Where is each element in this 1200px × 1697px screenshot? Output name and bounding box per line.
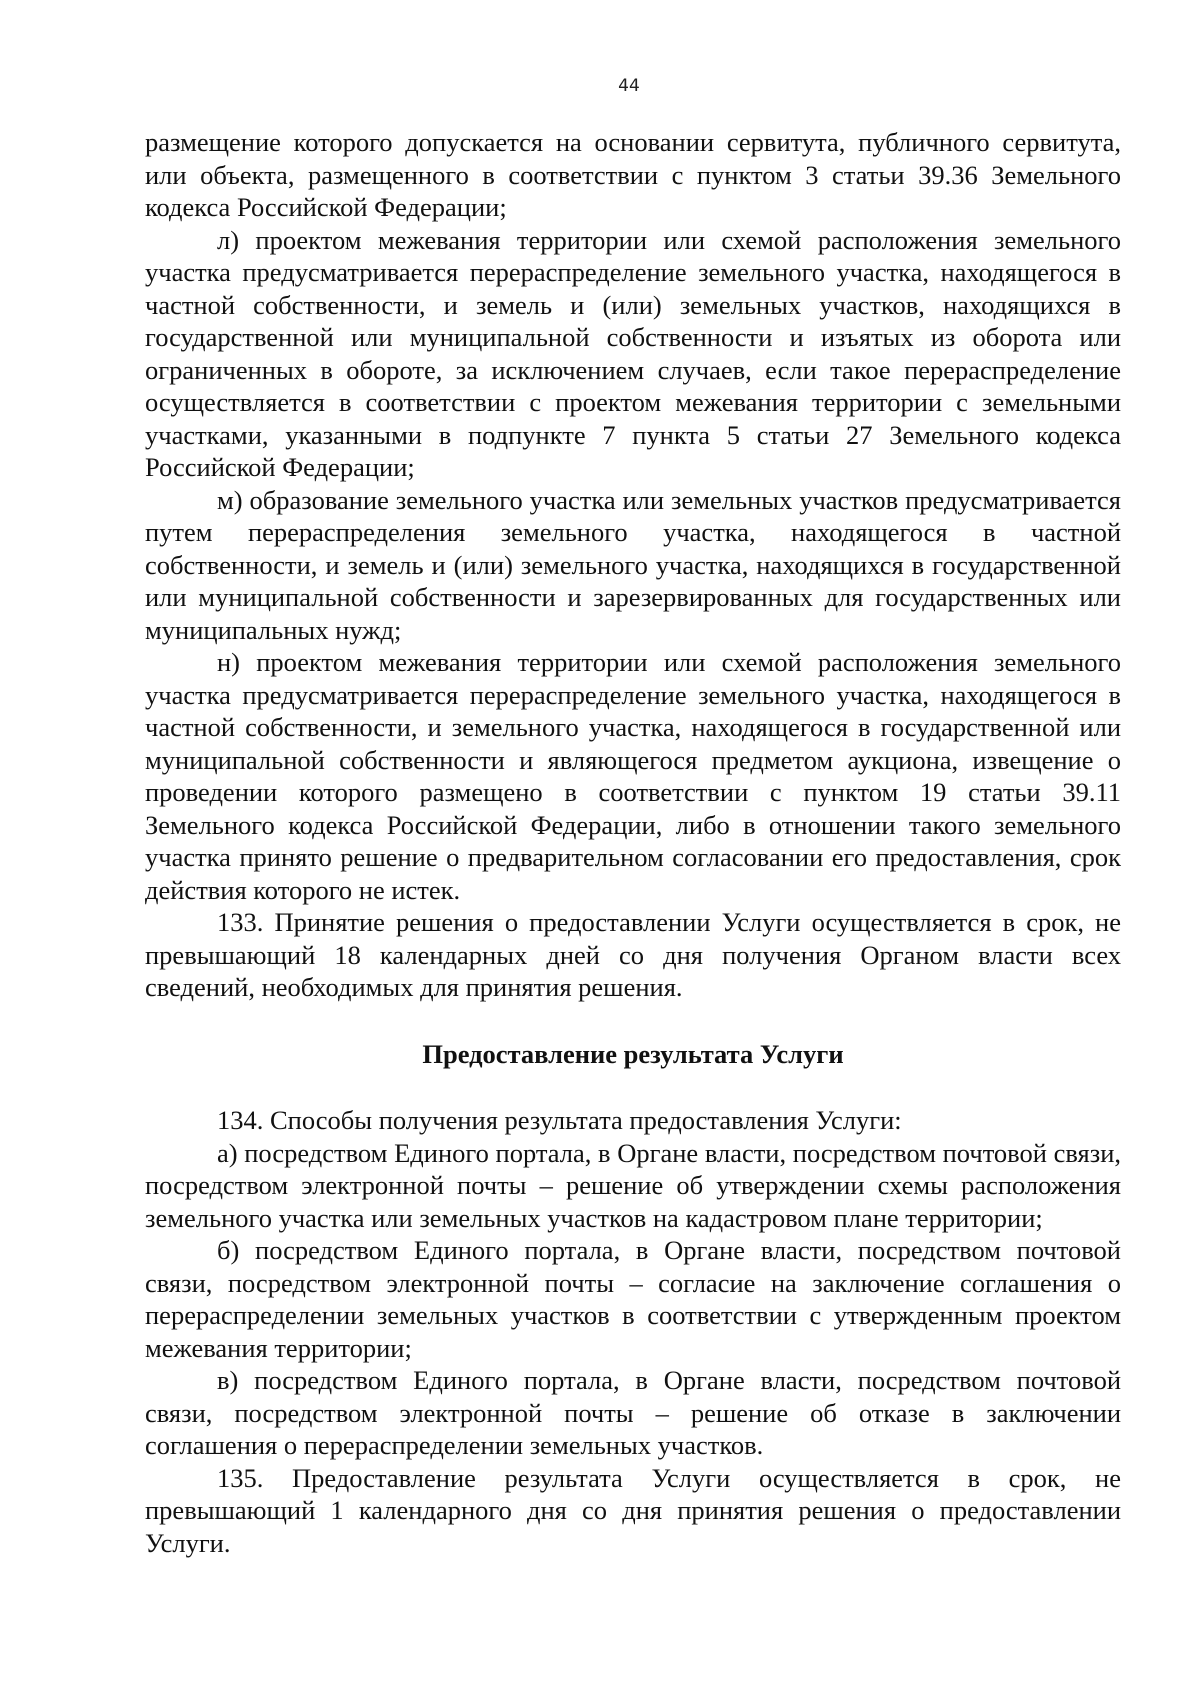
- paragraph-item-m: м) образование земельного участка или земельных участков предусматривается путем перераспределения земельного участка, находящегося в частной собственности, и земель и (или) земельного участка, находящихся в государственной или муниципальной собственности и зарезервированных для государственных или муниципальных нужд;: [145, 484, 1121, 645]
- paragraph-134: 134. Способы получения результата предоставления Услуги:: [217, 1105, 902, 1135]
- paragraph-item-l: л) проектом межевания территории или схемой расположения земельного участка предусматривается перераспределение земельного участка, находящегося в частной собственности, и земель и (или) земельных участков, находящихся в государственной или муниципальной собственности и изъятых из оборота или ограниченных в обороте, за исключением случаев, если такое перераспределение осуществляется в соответствии с проектом межевания территории с земельными участками, указанными в подпункте 7 пункта 5 статьи 27 Земельного кодекса Российской Федерации;: [145, 224, 1121, 482]
- page-number: 44: [618, 76, 640, 96]
- paragraph-item-a: а) посредством Единого портала, в Органе власти, посредством почтовой связи, посредством электронной почты – решение об утверждении схемы расположения земельного участка или земельных участков на кадастровом плане территории;: [145, 1137, 1121, 1233]
- paragraph-135: 135. Предоставление результата Услуги осуществляется в срок, не превышающий 1 календарного дня со дня принятия решения о предоставлении Услуги.: [145, 1462, 1121, 1558]
- paragraph-item-v: в) посредством Единого портала, в Органе власти, посредством почтовой связи, посредством электронной почты – решение об отказе в заключении соглашения о перераспределении земельных участков.: [145, 1365, 1121, 1460]
- paragraph-133: 133. Принятие решения о предоставлении Услуги осуществляется в срок, не превышающий 18 календарных дней со дня получения Органом власти всех сведений, необходимых для принятия решения.: [145, 907, 1121, 1002]
- paragraph-item-b: б) посредством Единого портала, в Органе власти, посредством почтовой связи, посредством электронной почты – согласие на заключение соглашения о перераспределении земельных участков в соответствии с утвержденным проектом межевания территории;: [145, 1235, 1121, 1363]
- paragraph-item-n: н) проектом межевания территории или схемой расположения земельного участка предусматривается перераспределение земельного участка, находящегося в частной собственности, и земельного участка, находящегося в государственной или муниципальной собственности и являющегося предметом аукциона, извещение о проведении которого размещено в соответствии с пунктом 19 статьи 39.11 Земельного кодекса Российской Федерации, либо в отношении такого земельного участка принято решение о предварительном согласовании его предоставления, срок действия которого не истек.: [145, 647, 1121, 905]
- paragraph-continuation: размещение которого допускается на основании сервитута, публичного сервитута, или объекта, размещенного в соответствии с пунктом 3 статьи 39.36 Земельного кодекса Российской Федерации;: [145, 127, 1121, 222]
- document-body: [145, 126, 1121, 1559]
- section-heading: Предоставление результата Услуги: [422, 1038, 844, 1069]
